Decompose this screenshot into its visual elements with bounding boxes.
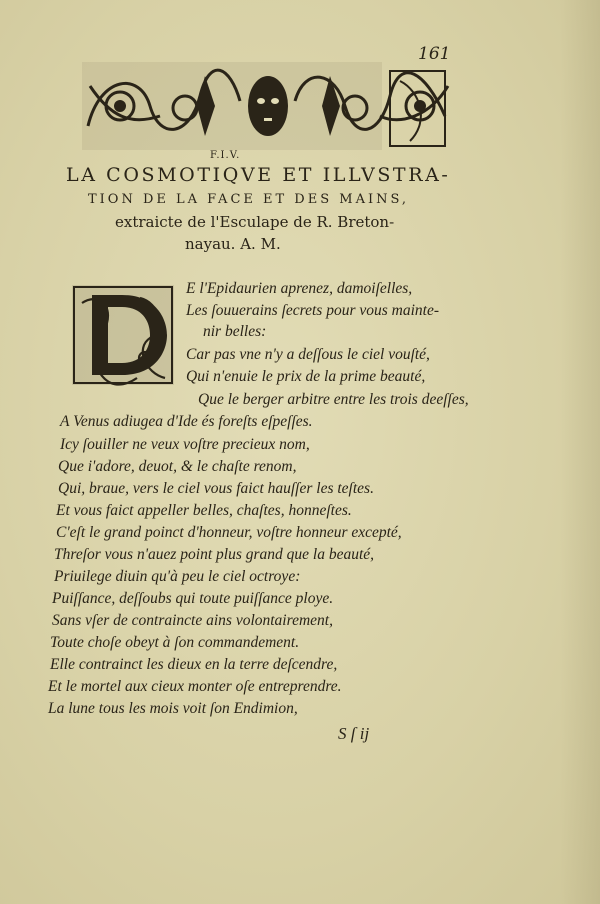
poem-line-10: Qui, braue, vers le ciel vous faict hauſſer les teſtes.	[58, 480, 374, 497]
title-line-2: TION DE LA FACE ET DES MAINS,	[88, 192, 410, 207]
decorated-initial-d	[70, 283, 176, 387]
poem-line-4: Car pas vne n'y a deſſous le ciel vouſté,	[186, 346, 430, 363]
poem-line-6: Que le berger arbitre entre les trois deeſſes,	[198, 391, 469, 408]
poem-line-15: Puiſſance, deſſoubs qui toute puiſſance ploye.	[52, 590, 334, 607]
poem-line-14: Priuilege diuin qu'à peu le ciel octroye:	[54, 568, 301, 585]
poem-line-13: Threſor vous n'auez point plus grand que la beauté,	[54, 546, 375, 563]
signature-mark-top: F.I.V.	[210, 150, 241, 161]
poem-line-20: La lune tous les mois voit ſon Endimion,	[48, 700, 298, 717]
poem-line-9: Que i'adore, deuot, & le chaſte renom,	[58, 458, 297, 475]
poem-line-11: Et vous faict appeller belles, chaſtes, honneſtes.	[56, 502, 352, 519]
title-line-4: nayau. A. M.	[185, 235, 281, 253]
poem-line-8: Icy ſouiller ne veux voſtre precieux nom,	[60, 436, 310, 453]
poem-line-5: Qui n'enuie le prix de la prime beauté,	[186, 368, 426, 385]
poem-line-7: A Venus adiugea d'Ide és foreſts eſpeſſes.	[60, 413, 313, 430]
poem-line-16: Sans vſer de contraincte ains volontairement,	[52, 612, 333, 629]
poem-line-2: Les ſouuerains ſecrets pour vous mainte-	[186, 302, 439, 319]
title-line-3: extraicte de l'Esculape de R. Breton-	[115, 213, 395, 231]
page-edge-shadow	[560, 0, 600, 904]
page-number: 161	[418, 44, 451, 64]
title-line-1: LA COSMOTIQVE ET ILLVSTRA-	[66, 164, 451, 186]
signature-mark-bottom: S ſ ij	[338, 724, 370, 743]
headpiece-ornament-icon	[80, 56, 455, 156]
poem-line-1: E l'Epidaurien aprenez, damoiſelles,	[186, 280, 413, 297]
ornamental-headpiece	[80, 56, 455, 156]
poem-line-17: Toute choſe obeyt à ſon commandement.	[50, 634, 300, 651]
initial-letter-d-icon	[70, 283, 176, 387]
poem-line-19: Et le mortel aux cieux monter oſe entreprendre.	[48, 678, 342, 695]
poem-line-3: nir belles:	[203, 323, 267, 340]
poem-line-18: Elle contrainct les dieux en la terre deſcendre,	[50, 656, 338, 673]
poem-line-12: C'eſt le grand poinct d'honneur, voſtre honneur excepté,	[56, 524, 402, 541]
